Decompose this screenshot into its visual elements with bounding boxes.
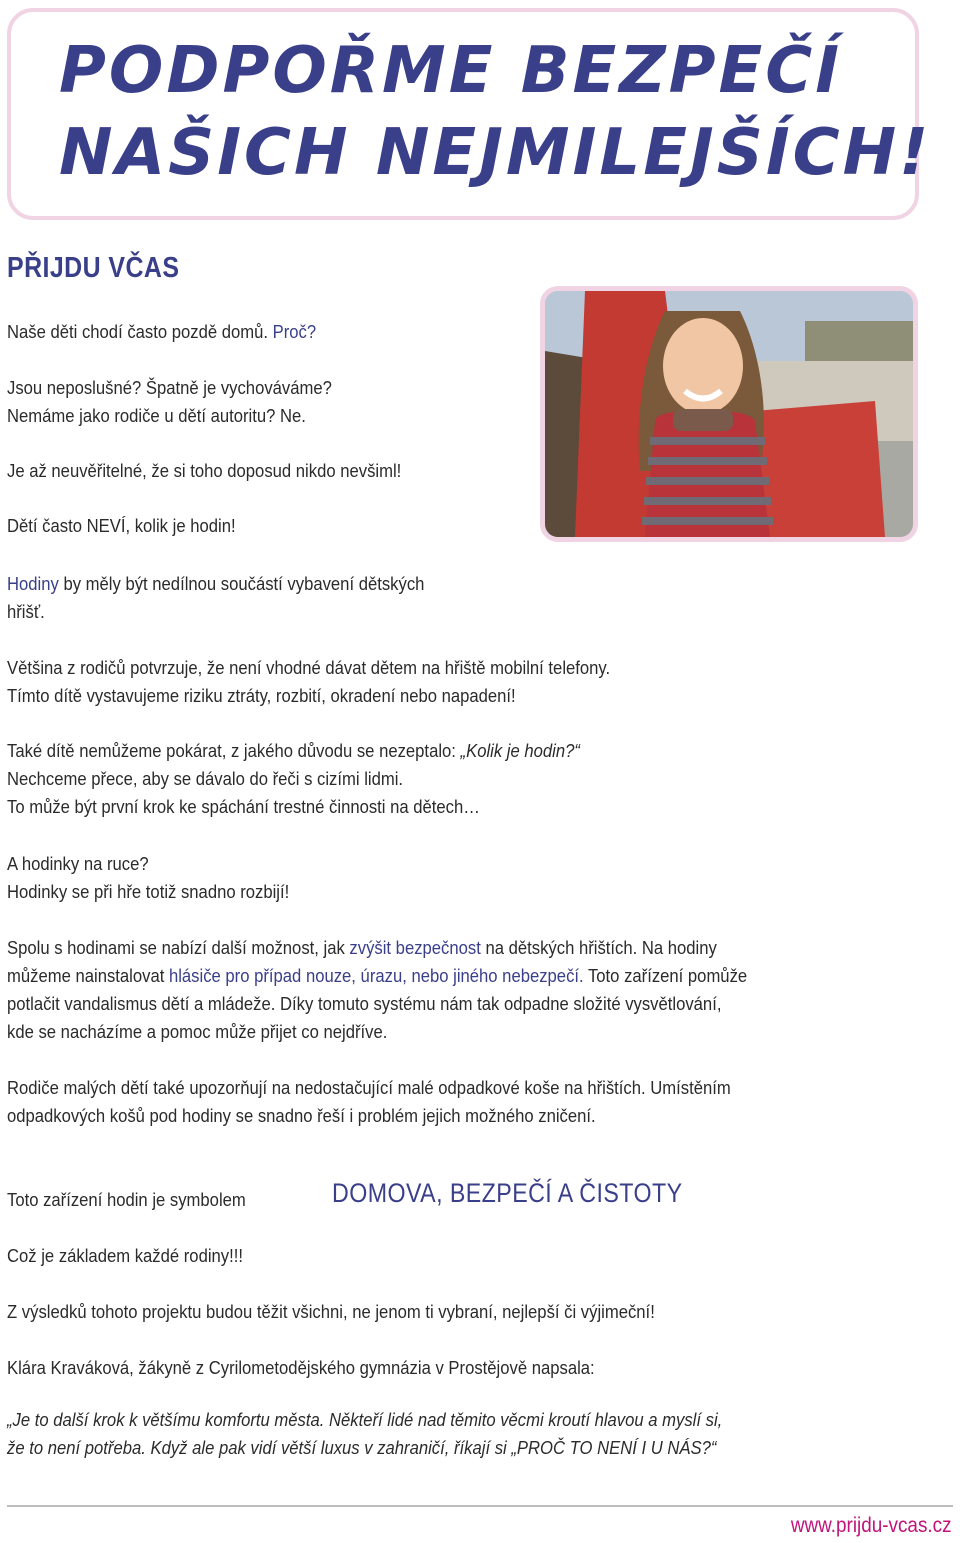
symbol-headline: DOMOVA, BEZPEČÍ A ČISTOTY [332, 1178, 683, 1208]
footer-divider [7, 1505, 953, 1507]
safety-highlight: zvýšit bezpečnost [349, 937, 481, 958]
paragraph-author: Klára Kraváková, žákyně z Cyrilometodějského gymnázia v Prostějově napsala: [7, 1357, 595, 1378]
paragraph-safety-line-3: potlačit vandalismus dětí a mládeže. Díky tomuto systému nám tak odpadne složité vysvětlování, [7, 993, 722, 1014]
text: Toto zařízení pomůže [583, 965, 748, 986]
section-title: PŘIJDU VČAS [7, 252, 180, 284]
banner-title-line-1: PODPOŘME BEZPEČÍ [59, 34, 843, 108]
quote-line-2: že to není potřeba. Když ale pak vidí větší luxus v zahraničí, říkají si „PROČ TO NENÍ I U NÁS?“ [7, 1437, 717, 1458]
paragraph-clocks-line-2: hřišť. [7, 601, 45, 622]
banner-title [59, 30, 932, 194]
question-quote: „Kolik je hodin?“ [460, 740, 580, 761]
title-banner [7, 8, 932, 220]
paragraph-family: Což je základem každé rodiny!!! [7, 1245, 243, 1266]
quote-line-1: „Je to další krok k většímu komfortu města. Někteří lidé nad těmito věcmi kroutí hlavou a myslí si, [7, 1409, 723, 1430]
paragraph-unbelievable: Je až neuvěřitelné, že si toho doposud nikdo nevšiml! [7, 460, 402, 481]
photo-image [545, 291, 913, 537]
alarm-highlight: hlásiče pro případ nouze, úrazu, nebo jiného nebezpečí. [168, 965, 584, 986]
paragraph-ask-line-2: Nechceme přece, aby se dávalo do řeči s cizími lidmi. [7, 768, 404, 789]
paragraph-children-dont-know: Dětí často NEVÍ, kolik je hodin! [7, 515, 236, 536]
text: můžeme nainstalovat [7, 965, 169, 986]
paragraph-questions-line-2: Nemáme jako rodiče u dětí autoritu? Ne. [7, 405, 306, 426]
paragraph-clocks-line-1 [7, 570, 424, 598]
footer-url-link[interactable]: www.prijdu-vcas.cz [791, 1514, 952, 1537]
text: na dětských hřištích. Na hodiny [480, 937, 717, 958]
paragraph-safety-line-2 [7, 962, 747, 990]
paragraph-symbol: Toto zařízení hodin je symbolem [7, 1189, 246, 1210]
paragraph-watch-line-1: A hodinky na ruce? [7, 853, 149, 874]
paragraph-bins-line-2: odpadkových košů pod hodiny se snadno řeší i problém jejich možného zničení. [7, 1105, 596, 1126]
paragraph-bins-line-1: Rodiče malých dětí také upozorňují na nedostačující malé odpadkové koše na hřištích. Umístěním [7, 1077, 731, 1098]
paragraph-phones-line-1: Většina z rodičů potvrzuje, že není vhodné dávat dětem na hřiště mobilní telefony. [7, 657, 611, 678]
paragraph-safety-line-4: kde se nacházíme a pomoc může přijet co nejdříve. [7, 1021, 388, 1042]
paragraph-intro [7, 318, 316, 346]
paragraph-ask-line-1 [7, 737, 580, 765]
paragraph-ask-line-3: To může být první krok ke spáchání trestné činnosti na dětech… [7, 796, 480, 817]
paragraph-watch-line-2: Hodinky se při hře totiž snadno rozbijí! [7, 881, 290, 902]
paragraph-results: Z výsledků tohoto projektu budou těžit všichni, ne jenom ti vybraní, nejlepší či výjimeční! [7, 1301, 655, 1322]
paragraph-safety-line-1 [7, 934, 717, 962]
paragraph-phones-line-2: Tímto dítě vystavujeme riziku ztráty, rozbití, okradení nebo napadení! [7, 685, 516, 706]
why-highlight: Proč? [272, 321, 317, 342]
text: Naše děti chodí často pozdě domů. [7, 321, 273, 342]
clocks-highlight: Hodiny [7, 573, 59, 594]
banner-title-line-2: NAŠICH NEJMILEJŠÍCH! [59, 116, 932, 190]
text: Spolu s hodinami se nabízí další možnost, jak [7, 937, 350, 958]
text: by měly být nedílnou součástí vybavení dětských [58, 573, 425, 594]
photo-girl-on-slide [540, 286, 918, 542]
paragraph-questions-line-1: Jsou neposlušné? Špatně je vychováváme? [7, 377, 332, 398]
text: Také dítě nemůžeme pokárat, z jakého důvodu se nezeptalo: [7, 740, 461, 761]
